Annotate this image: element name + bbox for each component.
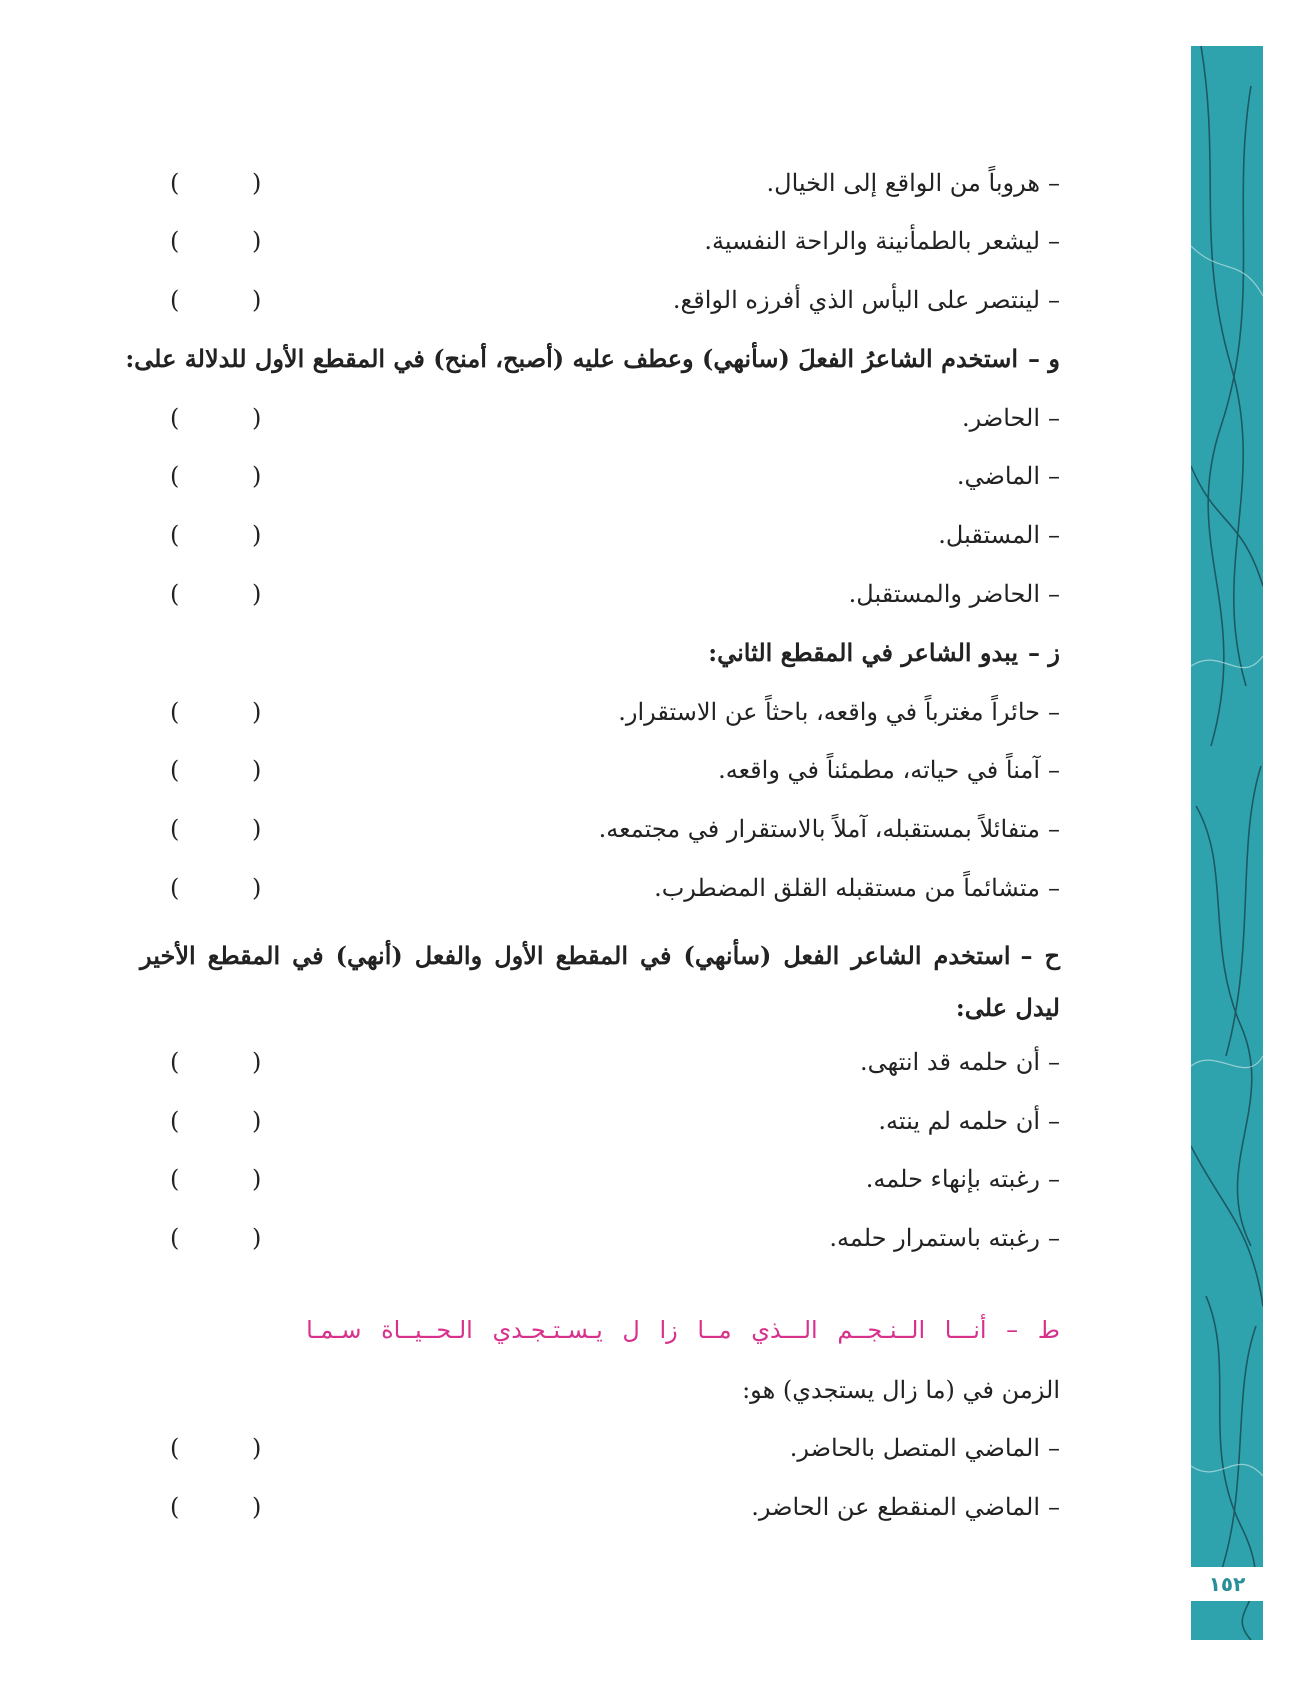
option-dash: – — [1048, 286, 1060, 314]
option-text — [938, 515, 1060, 555]
option-text — [860, 1042, 1060, 1082]
option-dash: – — [1048, 874, 1060, 902]
option-label: الحاضر والمستقبل. — [848, 580, 1040, 608]
option-dash: – — [1048, 1048, 1060, 1076]
option-label: متشائماً من مستقبله القلق المضطرب. — [654, 874, 1040, 902]
answer-paren-open: ( — [252, 169, 262, 197]
option-row — [160, 750, 1060, 790]
answer-paren-open: ( — [252, 1493, 262, 1521]
answer-paren-close: ) — [170, 227, 180, 255]
answer-paren-close: ) — [170, 1107, 180, 1135]
option-row — [160, 163, 1060, 203]
option-row — [160, 280, 1060, 320]
option-dash: – — [1048, 404, 1060, 432]
answer-paren-close: ) — [170, 580, 180, 608]
question-waw — [125, 339, 1060, 379]
option-label: أن حلمه لم ينته. — [878, 1107, 1040, 1135]
question-haa — [140, 930, 1060, 1034]
option-row — [160, 868, 1060, 908]
option-label: هروباً من الواقع إلى الخيال. — [766, 169, 1040, 197]
strip-pattern — [1191, 46, 1263, 1640]
question-text: استخدم الشاعر الفعل (سأنهي) في المقطع الأول والفعل (أنهي) في المقطع الأخير ليدل على: — [140, 941, 1060, 1022]
option-dash: – — [1048, 580, 1060, 608]
option-dash: – — [1048, 1165, 1060, 1193]
answer-paren-open: ( — [252, 1165, 262, 1193]
option-label: الحاضر. — [961, 404, 1040, 432]
option-text — [654, 868, 1060, 908]
answer-paren-close: ) — [170, 815, 180, 843]
answer-paren-close: ) — [170, 404, 180, 432]
option-label: لينتصر على اليأس الذي أفرزه الواقع. — [672, 286, 1040, 314]
option-dash: – — [1048, 1434, 1060, 1462]
answer-paren-close: ) — [170, 169, 180, 197]
answer-paren-open: ( — [252, 1224, 262, 1252]
answer-paren-open: ( — [252, 286, 262, 314]
option-row — [160, 574, 1060, 614]
answer-paren-close: ) — [170, 286, 180, 314]
answer-paren-close: ) — [170, 698, 180, 726]
option-row — [160, 1428, 1060, 1468]
option-row — [160, 221, 1060, 261]
answer-paren-open: ( — [252, 874, 262, 902]
answer-paren-close: ) — [170, 521, 180, 549]
answer-paren-open: ( — [252, 1107, 262, 1135]
option-row — [160, 1487, 1060, 1527]
option-label: أن حلمه قد انتهى. — [859, 1048, 1040, 1076]
answer-paren-open: ( — [252, 756, 262, 784]
question-text: استخدم الشاعرُ الفعلَ (سأنهي) وعطف عليه (أصبح، أمنح) في المقطع الأول للدلالة على: — [125, 344, 1019, 373]
answer-paren-close: ) — [170, 462, 180, 490]
option-dash: – — [1048, 1493, 1060, 1521]
option-text — [878, 1101, 1060, 1141]
answer-paren-close: ) — [170, 1493, 180, 1521]
option-row — [160, 1101, 1060, 1141]
answer-paren-open: ( — [252, 227, 262, 255]
option-row — [160, 1159, 1060, 1199]
option-row — [160, 398, 1060, 438]
option-text — [866, 1159, 1060, 1199]
option-row — [160, 515, 1060, 555]
option-label: ليشعر بالطمأنينة والراحة النفسية. — [704, 227, 1040, 255]
option-dash: – — [1048, 169, 1060, 197]
poetry-verse: ط – أنـــا الــنـجــم الـــذي مــا زا ل يـسـتـجـدي الـحــيــاة سـمـا — [306, 1316, 1060, 1344]
option-label: متفائلاً بمستقبله، آملاً بالاستقرار في مجتمعه. — [598, 815, 1040, 843]
question-letter: و – — [1028, 344, 1060, 373]
answer-paren-open: ( — [252, 404, 262, 432]
option-text — [618, 692, 1060, 732]
option-label: حائراً مغترباً في واقعه، باحثاً عن الاستقرار. — [618, 698, 1040, 726]
question-letter: ح – — [1020, 941, 1060, 970]
option-label: آمناً في حياته، مطمئناً في واقعه. — [718, 756, 1040, 784]
answer-paren-open: ( — [252, 580, 262, 608]
decorative-side-strip — [1191, 46, 1263, 1640]
option-label: الماضي. — [956, 462, 1040, 490]
answer-paren-open: ( — [252, 1434, 262, 1462]
option-dash: – — [1048, 521, 1060, 549]
answer-paren-close: ) — [170, 756, 180, 784]
answer-paren-close: ) — [170, 1048, 180, 1076]
answer-paren-close: ) — [170, 1165, 180, 1193]
question-text: يبدو الشاعر في المقطع الثاني: — [708, 638, 1019, 667]
question-stem: الزمن في (ما زال يستجدي) هو: — [742, 1376, 1060, 1404]
option-text — [673, 280, 1060, 320]
option-row — [160, 692, 1060, 732]
option-label: المستقبل. — [938, 521, 1040, 549]
option-dash: – — [1048, 227, 1060, 255]
option-text — [751, 1487, 1060, 1527]
answer-paren-open: ( — [252, 521, 262, 549]
option-row — [160, 1218, 1060, 1258]
question-zay — [708, 633, 1060, 673]
answer-paren-open: ( — [252, 698, 262, 726]
answer-paren-open: ( — [252, 462, 262, 490]
answer-paren-open: ( — [252, 815, 262, 843]
option-text — [962, 398, 1060, 438]
option-label: الماضي المنقطع عن الحاضر. — [751, 1493, 1040, 1521]
option-dash: – — [1048, 756, 1060, 784]
question-letter: ز – — [1028, 638, 1060, 667]
option-text — [704, 221, 1060, 261]
option-label: رغبته بإنهاء حلمه. — [865, 1165, 1040, 1193]
option-text — [790, 1428, 1060, 1468]
option-text — [718, 750, 1060, 790]
option-text — [849, 574, 1060, 614]
answer-paren-close: ) — [170, 874, 180, 902]
answer-paren-close: ) — [170, 1434, 180, 1462]
option-dash: – — [1048, 1107, 1060, 1135]
answer-paren-close: ) — [170, 1224, 180, 1252]
option-dash: – — [1048, 462, 1060, 490]
option-text — [829, 1218, 1060, 1258]
answer-paren-open: ( — [252, 1048, 262, 1076]
option-dash: – — [1048, 698, 1060, 726]
option-row — [160, 809, 1060, 849]
option-row — [160, 1042, 1060, 1082]
page-number: ١٥٢ — [1191, 1567, 1263, 1601]
option-dash: – — [1048, 1224, 1060, 1252]
option-row — [160, 456, 1060, 496]
option-label: الماضي المتصل بالحاضر. — [789, 1434, 1040, 1462]
option-text — [767, 163, 1061, 203]
option-text — [957, 456, 1060, 496]
option-dash: – — [1048, 815, 1060, 843]
option-label: رغبته باستمرار حلمه. — [829, 1224, 1040, 1252]
option-text — [599, 809, 1060, 849]
